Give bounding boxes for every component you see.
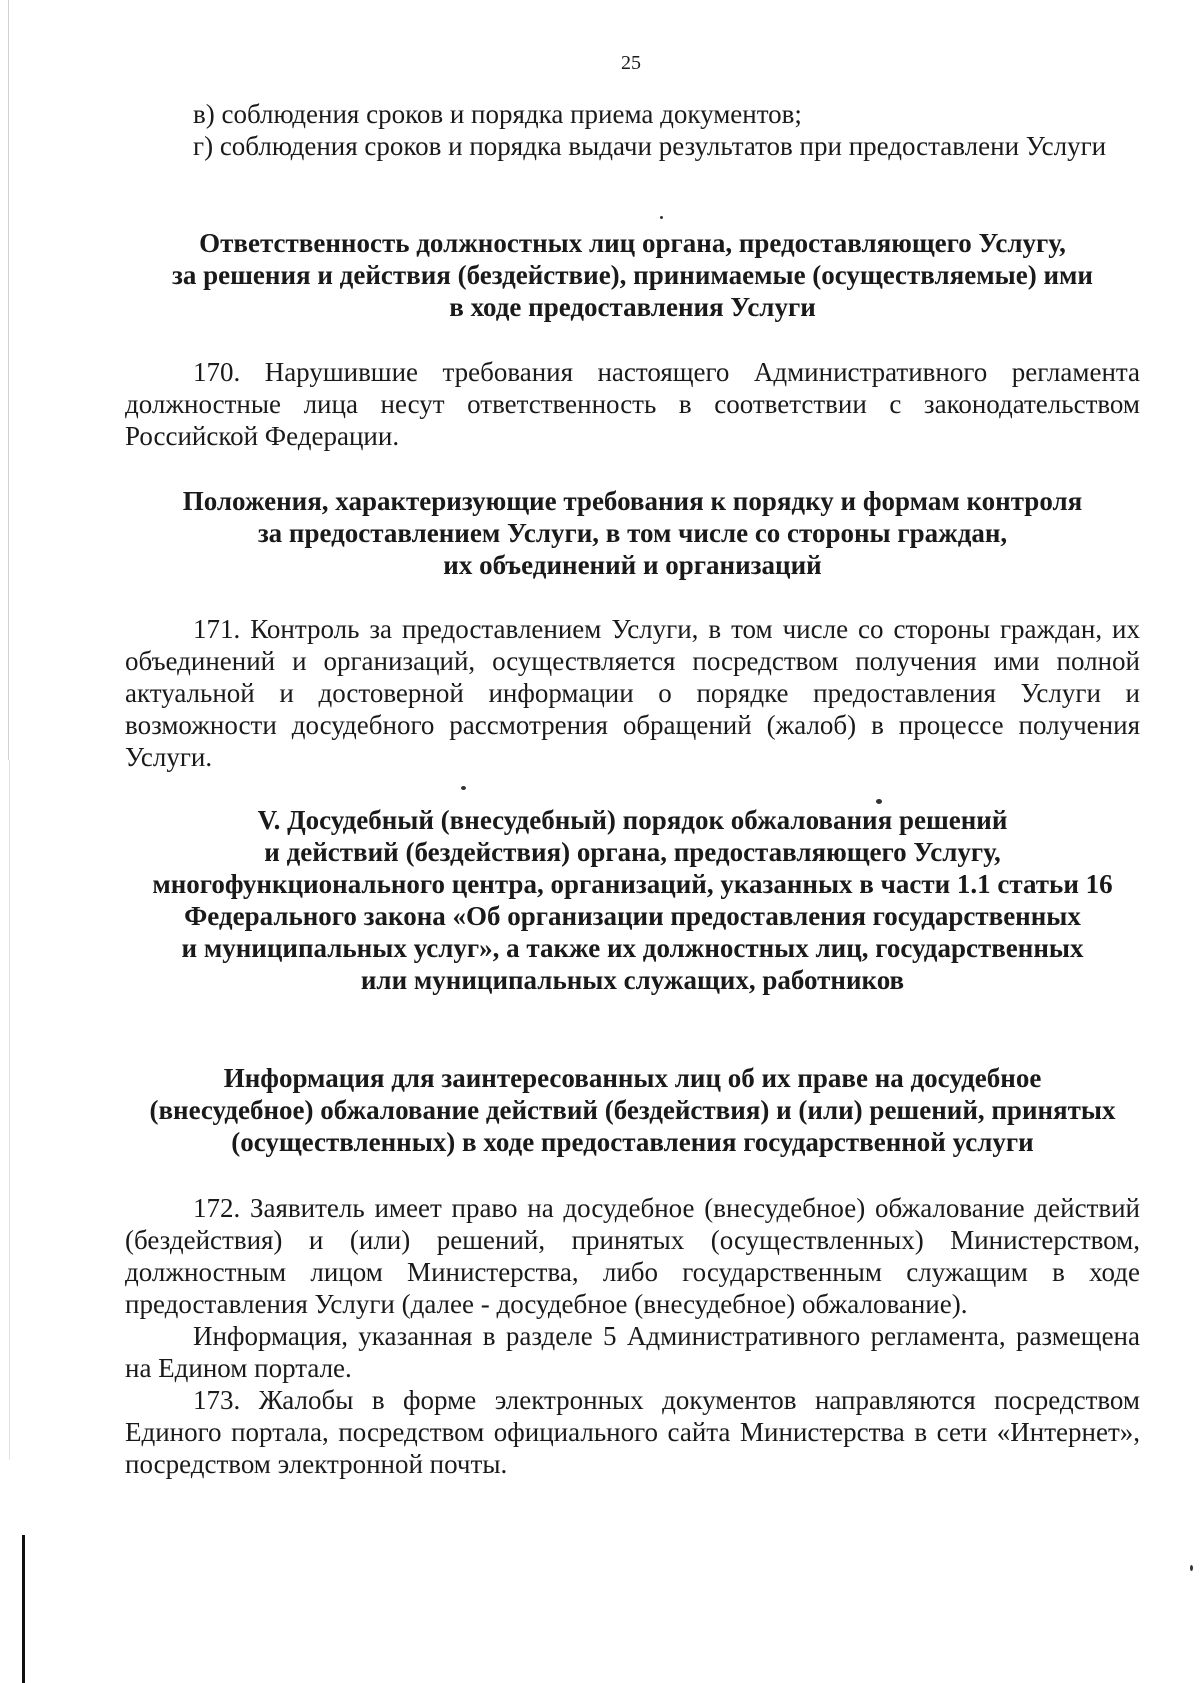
heading-line: за предоставлением Услуги, в том числе со стороны граждан, xyxy=(257,518,1008,548)
scan-edge-line xyxy=(9,760,10,1460)
heading-responsibility xyxy=(125,227,1140,323)
binder-mark xyxy=(22,1535,25,1683)
page-number: 25 xyxy=(621,52,641,74)
scan-speck xyxy=(461,786,466,790)
paragraph: 172. Заявитель имеет право на досудебное (внесудебное) обжалование действий (бездействия) и (или) решений, принятых (осуществленных) Министерством, должностным лицом Министерства, либо государственным служащим в ходе предоставления Услуги (далее - досудебное (внесудебное) обжалование). xyxy=(125,1193,1140,1319)
heading-line: V. Досудебный (внесудебный) порядок обжалования решений xyxy=(257,805,1008,835)
heading-information xyxy=(125,1062,1140,1158)
heading-section-v xyxy=(125,804,1140,996)
heading-line: и действий (бездействия) органа, предоставляющего Услугу, xyxy=(264,837,1001,867)
heading-line: и муниципальных услуг», а также их должностных лиц, государственных xyxy=(181,933,1084,963)
paragraph: 170. Нарушившие требования настоящего Административного регламента должностные лица несут ответственность в соответствии с законодательством Российской Федерации. xyxy=(125,357,1140,451)
heading-line: Ответственность должностных лиц органа, предоставляющего Услугу, xyxy=(199,228,1066,258)
list-item: в) соблюдения сроков и порядка приема документов; xyxy=(193,99,802,129)
heading-line: Информация для заинтересованных лиц об их праве на досудебное xyxy=(223,1063,1042,1093)
list-item: г) соблюдения сроков и порядка выдачи результатов при предоставлени Услуги xyxy=(193,131,1107,161)
items-v-g xyxy=(125,98,1140,162)
heading-line: Федерального закона «Об организации предоставления государственных xyxy=(184,901,1081,931)
heading-line: Положения, характеризующие требования к порядку и формам контроля xyxy=(182,486,1083,516)
heading-control xyxy=(125,485,1140,581)
paragraph: Информация, указанная в разделе 5 Административного регламента, размещена на Едином портале. xyxy=(125,1321,1140,1383)
heading-line: в ходе предоставления Услуги xyxy=(449,292,816,322)
scan-speck xyxy=(660,216,663,219)
scan-speck xyxy=(1190,1565,1193,1571)
paragraph-170 xyxy=(125,356,1140,452)
paragraph: 171. Контроль за предоставлением Услуги, в том числе со стороны граждан, их объединений и организаций, осуществляется посредством получения ими полной актуальной и достоверной информации о порядке предоставления Услуги и возможности досудебного рассмотрения обращений (жалоб) в процессе получения Услуги. xyxy=(125,614,1140,772)
heading-line: их объединений и организаций xyxy=(443,550,822,580)
paragraph-171 xyxy=(125,613,1140,773)
heading-line: или муниципальных служащих, работников xyxy=(360,965,905,995)
scan-edge-line xyxy=(8,0,9,760)
paragraph: 173. Жалобы в форме электронных документов направляются посредством Единого портала, посредством официального сайта Министерства в сети «Интернет», посредством электронной почты. xyxy=(125,1385,1140,1479)
heading-line: (внесудебное) обжалование действий (бездействия) и (или) решений, принятых xyxy=(149,1095,1116,1125)
heading-line: многофункционального центра, организаций, указанных в части 1.1 статьи 16 xyxy=(152,869,1113,899)
heading-line: за решения и действия (бездействие), принимаемые (осуществляемые) ими xyxy=(172,260,1093,290)
paragraph-172-block xyxy=(125,1192,1140,1480)
heading-line: (осуществленных) в ходе предоставления государственной услуги xyxy=(231,1127,1034,1157)
